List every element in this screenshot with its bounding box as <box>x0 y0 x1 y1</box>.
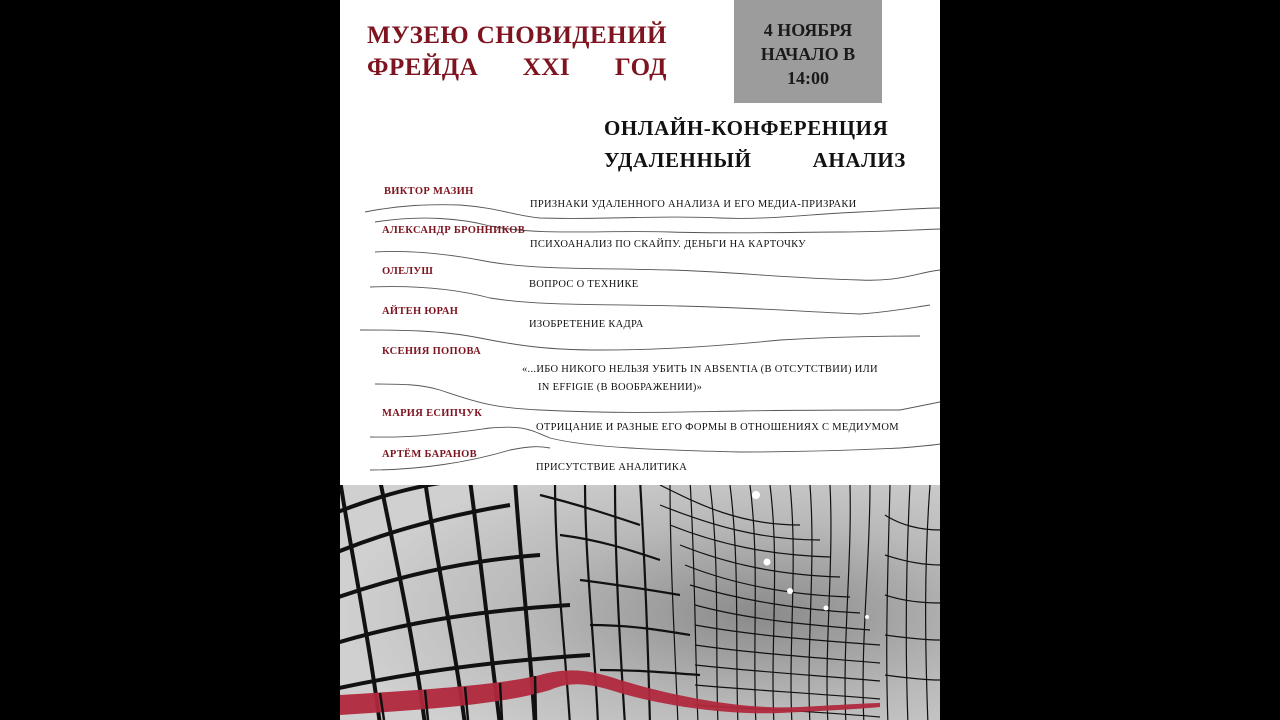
conference-name-word: УДАЛЕННЫЙ <box>604 148 752 172</box>
distorted-grid-photo <box>340 485 940 720</box>
start-time: 14:00 <box>787 67 829 88</box>
grid-tunnel-illustration <box>340 485 940 720</box>
start-label: НАЧАЛО В <box>760 43 856 64</box>
talk-title: ИЗОБРЕТЕНИЕ КАДРА <box>529 319 644 330</box>
event-poster <box>340 0 940 720</box>
speaker-name: МАРИЯ ЕСИПЧУК <box>382 408 483 419</box>
talk-title: «...ИБО НИКОГО НЕЛЬЗЯ УБИТЬ IN ABSENTIA (В ОТСУТСТВИИ) ИЛИ <box>522 364 878 375</box>
conference-name-word: АНАЛИЗ <box>812 148 906 172</box>
speaker-name: АРТЁМ БАРАНОВ <box>382 449 477 460</box>
museum-title-word: ФРЕЙДА <box>367 54 479 81</box>
speaker-name: АЙТЕН ЮРАН <box>382 306 459 317</box>
speaker-name: КСЕНИЯ ПОПОВА <box>382 346 481 357</box>
talk-title: ПРИСУТСТВИЕ АНАЛИТИКА <box>536 462 688 473</box>
talk-title: ПРИЗНАКИ УДАЛЕННОГО АНАЛИЗА И ЕГО МЕДИА-ПРИЗРАКИ <box>530 199 857 210</box>
speaker-name: ОЛЕЛУШ <box>382 266 434 277</box>
museum-title-word: МУЗЕЮ <box>367 22 470 49</box>
event-date: 4 НОЯБРЯ <box>763 19 853 40</box>
talk-title: ПСИХОАНАЛИЗ ПО СКАЙПУ. ДЕНЬГИ НА КАРТОЧКУ <box>530 239 806 250</box>
speaker-list <box>340 0 940 485</box>
conference-type: ОНЛАЙН-КОНФЕРЕНЦИЯ <box>604 116 889 140</box>
talk-title: ВОПРОС О ТЕХНИКЕ <box>529 279 639 290</box>
talk-title-continuation: IN EFFIGIE (В ВООБРАЖЕНИИ)» <box>538 382 703 393</box>
speaker-name: ВИКТОР МАЗИН <box>384 186 474 197</box>
talk-title: ОТРИЦАНИЕ И РАЗНЫЕ ЕГО ФОРМЫ В ОТНОШЕНИЯХ С МЕДИУМОМ <box>536 422 899 433</box>
museum-title-word: СНОВИДЕНИЙ <box>476 22 667 49</box>
museum-title-word: XXI <box>522 54 571 81</box>
speaker-name: АЛЕКСАНДР БРОННИКОВ <box>382 225 526 236</box>
museum-title-word: ГОД <box>614 54 667 81</box>
